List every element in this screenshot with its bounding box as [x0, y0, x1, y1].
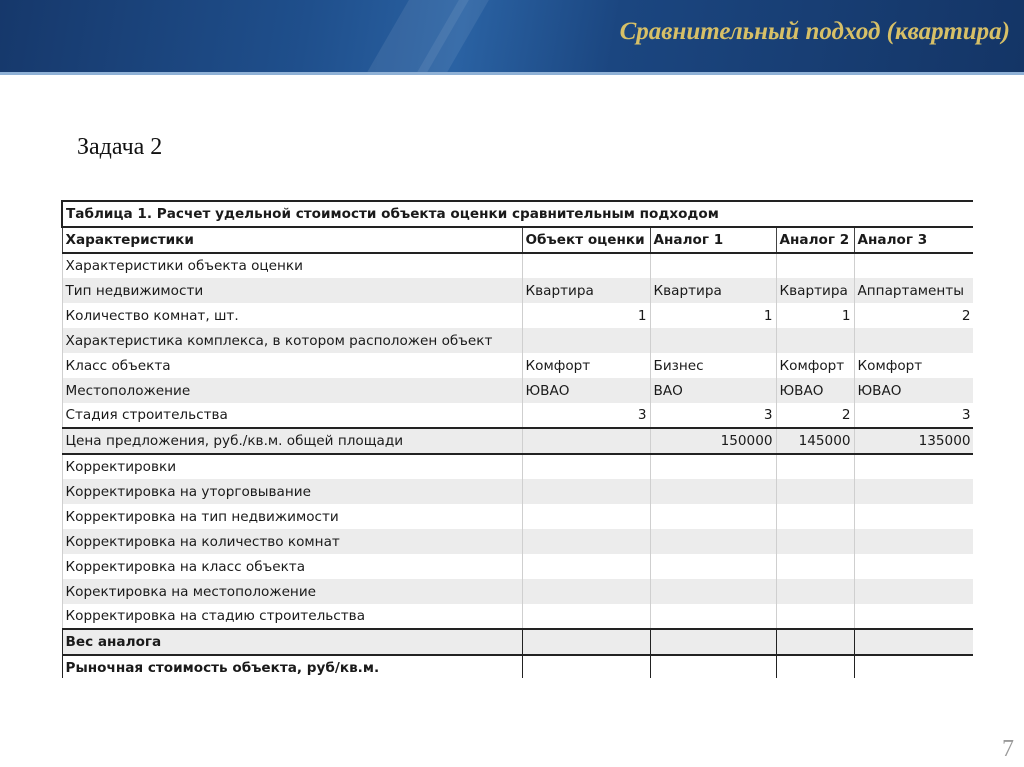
table-cell: [854, 454, 973, 479]
header-analog-3: Аналог 3: [854, 227, 973, 253]
header-subject: Объект оценки: [522, 227, 650, 253]
table-cell: [650, 554, 776, 579]
table-cell: [776, 579, 854, 604]
table-cell: [522, 529, 650, 554]
task-heading: Задача 2: [77, 134, 163, 160]
table-cell: [522, 629, 650, 655]
table-cell: [650, 579, 776, 604]
table-cell: 2: [854, 303, 973, 328]
table-cell: [522, 253, 650, 278]
table-cell: [854, 504, 973, 529]
table-cell: [776, 479, 854, 504]
row-label: Тип недвижимости: [62, 278, 522, 303]
table-row: [62, 655, 973, 678]
table-cell: 3: [854, 403, 973, 428]
row-label: Вес аналога: [62, 629, 522, 655]
table-cell: 1: [776, 303, 854, 328]
table-cell: [854, 629, 973, 655]
table-cell: [522, 579, 650, 604]
table-cell: 1: [522, 303, 650, 328]
row-label: Количество комнат, шт.: [62, 303, 522, 328]
table-cell: [522, 504, 650, 529]
table-cell: [650, 454, 776, 479]
row-label: Корректировка на уторговывание: [62, 479, 522, 504]
table-row: [62, 554, 973, 579]
table-cell: [650, 253, 776, 278]
table-row: [62, 353, 973, 378]
slide-header-banner: [0, 0, 1024, 72]
table-row: [62, 378, 973, 403]
table-row: [62, 529, 973, 554]
table-cell: [650, 479, 776, 504]
table-row: [62, 253, 973, 278]
row-label: Корректировка на класс объекта: [62, 554, 522, 579]
table-row: [62, 403, 973, 428]
table-row: [62, 579, 973, 604]
row-label: Корректировка на тип недвижимости: [62, 504, 522, 529]
row-label: Цена предложения, руб./кв.м. общей площади: [62, 428, 522, 454]
table-cell: [854, 328, 973, 353]
table-row: [62, 454, 973, 479]
table-cell: [854, 529, 973, 554]
table-row: [62, 428, 973, 454]
table-cell: [650, 655, 776, 678]
table-cell: [650, 504, 776, 529]
table-cell: [650, 529, 776, 554]
table-row: [62, 278, 973, 303]
table-cell: 150000: [650, 428, 776, 454]
table-row: [62, 629, 973, 655]
table-row: [62, 303, 973, 328]
slide-title: Сравнительный подход (квартира): [619, 18, 1010, 45]
table-cell: [776, 604, 854, 629]
table-cell: [854, 604, 973, 629]
table-cell: [522, 454, 650, 479]
header-analog-1: Аналог 1: [650, 227, 776, 253]
table-header-row: [62, 227, 973, 253]
table-caption: Таблица 1. Расчет удельной стоимости объекта оценки сравнительным подходом: [62, 201, 973, 227]
table-cell: [522, 479, 650, 504]
table-cell: ЮВАО: [522, 378, 650, 403]
row-label: Местоположение: [62, 378, 522, 403]
table-cell: [776, 504, 854, 529]
page-number: 7: [1002, 736, 1014, 762]
table-cell: Квартира: [776, 278, 854, 303]
table-cell: [522, 554, 650, 579]
table-cell: Квартира: [522, 278, 650, 303]
header-characteristics: Характеристики: [62, 227, 522, 253]
table-cell: [776, 454, 854, 479]
row-label: Стадия строительства: [62, 403, 522, 428]
table-cell: [854, 554, 973, 579]
table-cell: ЮВАО: [854, 378, 973, 403]
row-label: Рыночная стоимость объекта, руб/кв.м.: [62, 655, 522, 678]
table-cell: [522, 655, 650, 678]
table-cell: 135000: [854, 428, 973, 454]
table-cell: Комфорт: [776, 353, 854, 378]
table-cell: [776, 629, 854, 655]
row-label: Корректировка на количество комнат: [62, 529, 522, 554]
calculation-table: [61, 200, 973, 678]
row-label: Характеристики объекта оценки: [62, 253, 522, 278]
table-cell: [522, 428, 650, 454]
table-cell: Комфорт: [522, 353, 650, 378]
table-cell: [522, 328, 650, 353]
table-cell: [776, 328, 854, 353]
table-cell: [650, 629, 776, 655]
table-cell: [776, 655, 854, 678]
spreadsheet-table: [61, 200, 973, 678]
table-cell: Комфорт: [854, 353, 973, 378]
table-cell: [650, 604, 776, 629]
row-label: Класс объекта: [62, 353, 522, 378]
table-cell: ВАО: [650, 378, 776, 403]
header-analog-2: Аналог 2: [776, 227, 854, 253]
table-row: [62, 328, 973, 353]
table-cell: 3: [522, 403, 650, 428]
table-cell: [522, 604, 650, 629]
table-cell: [776, 253, 854, 278]
row-label: Корректировка на стадию строительства: [62, 604, 522, 629]
table-cell: ЮВАО: [776, 378, 854, 403]
table-row: [62, 479, 973, 504]
table-cell: 1: [650, 303, 776, 328]
table-caption-row: [62, 201, 973, 227]
table-cell: Аппартаменты: [854, 278, 973, 303]
row-label: Характеристика комплекса, в котором расположен объект: [62, 328, 522, 353]
table-cell: [776, 554, 854, 579]
table-cell: 2: [776, 403, 854, 428]
table-cell: 145000: [776, 428, 854, 454]
table-cell: [854, 253, 973, 278]
table-row: [62, 604, 973, 629]
table-row: [62, 504, 973, 529]
table-cell: [854, 579, 973, 604]
table-cell: [650, 328, 776, 353]
table-cell: [854, 479, 973, 504]
table-cell: Бизнес: [650, 353, 776, 378]
row-label: Корректировки: [62, 454, 522, 479]
table-cell: Квартира: [650, 278, 776, 303]
table-cell: 3: [650, 403, 776, 428]
table-cell: [854, 655, 973, 678]
header-divider: [0, 72, 1024, 75]
row-label: Коректировка на местоположение: [62, 579, 522, 604]
table-cell: [776, 529, 854, 554]
